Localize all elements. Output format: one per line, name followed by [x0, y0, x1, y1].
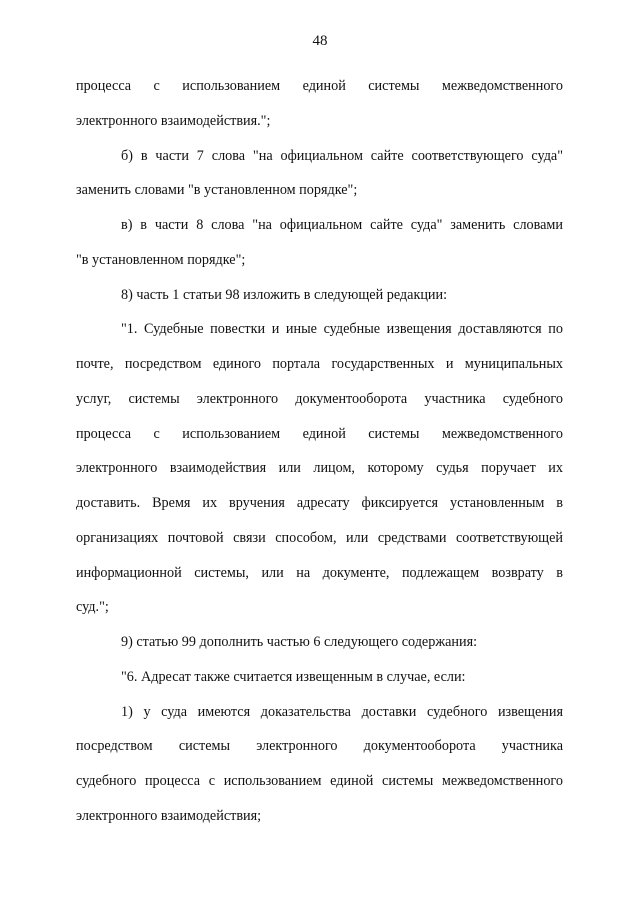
text-line-content: б) в части 7 слова "на официальном сайте соответствующего суда"	[121, 147, 563, 164]
text-line	[76, 104, 563, 139]
text-line	[76, 69, 563, 104]
text-line	[76, 799, 563, 834]
text-line-content: 8) часть 1 статьи 98 изложить в следующей редакции:	[121, 286, 448, 303]
text-line-content: услуг, системы электронного документооборота участника судебного	[76, 390, 563, 407]
text-line-content: 1) у суда имеются доказательства доставки судебного извещения	[121, 703, 563, 720]
text-line	[76, 625, 563, 660]
text-line-content: суд.";	[76, 599, 109, 616]
text-line	[76, 695, 563, 730]
text-line-content: почте, посредством единого портала государственных и муниципальных	[76, 356, 563, 372]
text-line	[76, 243, 563, 278]
text-line	[76, 208, 563, 243]
text-line-content: "6. Адресат также считается извещенным в случае, если:	[121, 668, 466, 685]
text-line	[76, 451, 563, 486]
text-line-content: судебного процесса с использованием единой системы межведомственного	[76, 773, 563, 789]
text-line-content: заменить словами "в установленном порядке";	[76, 182, 358, 199]
text-line-content: "1. Судебные повестки и иные судебные извещения доставляются по	[121, 321, 563, 338]
text-line-content: организациях почтовой связи способом, или средствами соответствующей	[76, 529, 563, 546]
document-body	[76, 69, 563, 834]
text-line	[76, 382, 563, 417]
text-line	[76, 173, 563, 208]
text-line-content: информационной системы, или на документе, подлежащем возврату в	[76, 564, 563, 581]
text-line-content: в) в части 8 слова "на официальном сайте суда" заменить словами	[121, 217, 563, 233]
text-line	[76, 660, 563, 695]
text-line	[76, 764, 563, 799]
text-line	[76, 417, 563, 452]
text-line-content: процесса с использованием единой системы межведомственного	[76, 425, 563, 442]
text-line	[76, 278, 563, 313]
text-line	[76, 729, 563, 764]
text-line	[76, 486, 563, 521]
text-line	[76, 347, 563, 382]
text-line-content: "в установленном порядке";	[76, 251, 246, 268]
text-line	[76, 139, 563, 174]
text-line-content: электронного взаимодействия;	[76, 807, 262, 824]
text-line-content: 9) статью 99 дополнить частью 6 следующего содержания:	[121, 634, 478, 650]
page-number: 48	[312, 33, 328, 49]
text-line	[76, 590, 563, 625]
text-line-content: электронного взаимодействия или лицом, которому судья поручает их	[76, 460, 563, 477]
text-line-content: доставить. Время их вручения адресату фиксируется установленным в	[76, 495, 563, 511]
text-line	[76, 521, 563, 556]
text-line-content: посредством системы электронного документооборота участника	[76, 738, 563, 755]
text-line	[76, 556, 563, 591]
text-line-content: процесса с использованием единой системы межведомственного	[76, 78, 563, 94]
text-line-content: электронного взаимодействия.";	[76, 112, 271, 129]
text-line	[76, 312, 563, 347]
